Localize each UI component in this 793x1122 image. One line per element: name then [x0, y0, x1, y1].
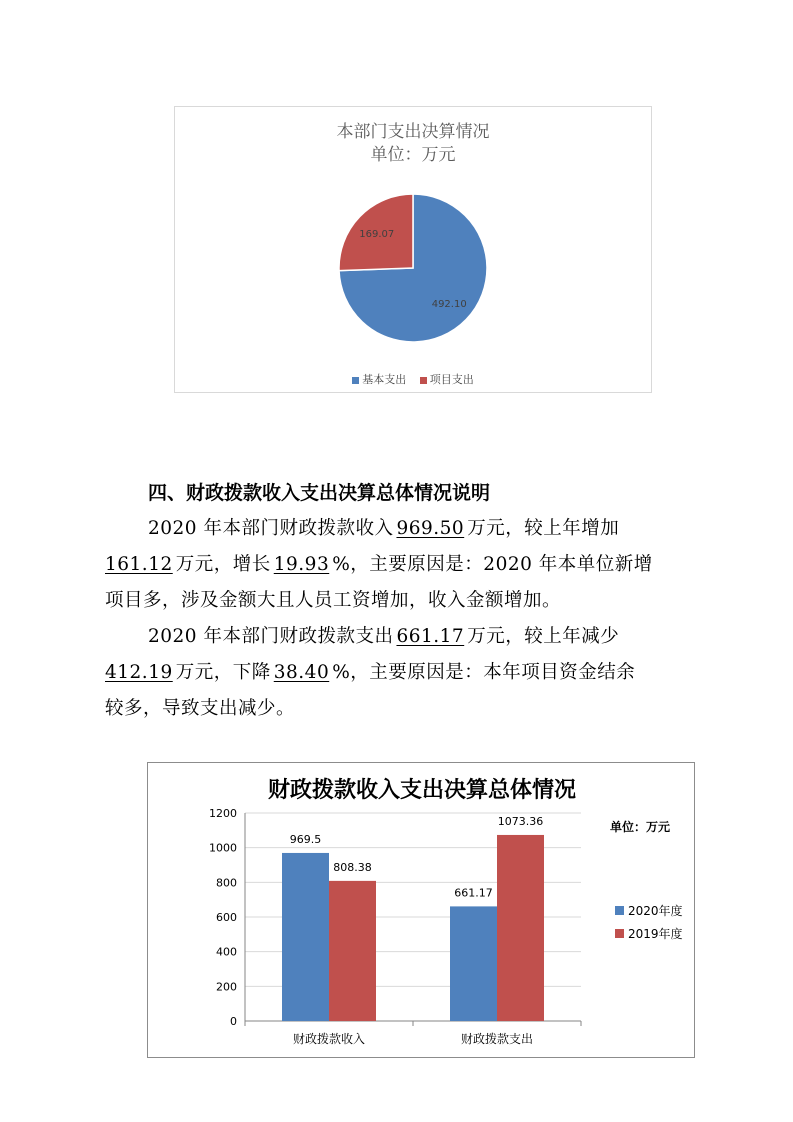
paragraph-2-line-1: [148, 622, 619, 652]
p1-text-a: 2020 年本部门财政拨款收入: [148, 518, 394, 539]
p2-text-c: 万元，下降: [175, 662, 271, 683]
pie-legend: [175, 371, 651, 387]
pie-chart-title: 本部门支出决算情况: [336, 122, 490, 142]
bar-chart: [148, 763, 694, 1057]
p2-expense-value: 661.17: [396, 626, 465, 647]
bar-data-label: 969.5: [289, 832, 322, 846]
bar-0-0: [282, 853, 329, 1021]
p2-text-d: %，主要原因是：本年项目资金结余: [332, 662, 636, 683]
p1-growth-rate: 19.93: [273, 554, 330, 575]
bar-chart-title: 财政拨款收入支出决算总体情况: [267, 778, 577, 803]
pie-data-label-project: 169.07: [359, 229, 395, 241]
y-tick-label: 200: [216, 980, 237, 994]
legend-swatch-1: [615, 929, 624, 938]
paragraph-2-line-2: [105, 658, 635, 688]
y-tick-label: 0: [230, 1015, 237, 1028]
paragraph-1-line-2: [105, 550, 653, 580]
y-tick-label: 1000: [209, 841, 237, 855]
p1-income-value: 969.50: [396, 518, 465, 539]
pie-chart-unit: 单位：万元: [370, 145, 456, 165]
paragraph-2-line-3: 较多，导致支出减少。: [105, 698, 296, 719]
p1-text-c: 万元，增长: [175, 554, 271, 575]
y-tick-label: 600: [216, 911, 237, 924]
bar-1-1: [497, 835, 544, 1021]
p2-decrease-value: 412.19: [105, 662, 173, 683]
bar-0-1: [329, 881, 376, 1021]
legend-label-project: 项目支出: [429, 373, 474, 386]
legend-swatch-basic: [352, 377, 359, 384]
legend-item-basic: [352, 373, 406, 386]
p1-text-d: %，主要原因是：2020 年本单位新增: [332, 554, 653, 575]
pie-chart-panel: [174, 106, 652, 393]
x-category-label: 财政拨款收入: [292, 1032, 366, 1046]
bar-chart-panel: [147, 762, 695, 1058]
p1-text-b: 万元，较上年增加: [467, 518, 620, 539]
section-heading: 四、财政拨款收入支出决算总体情况说明: [148, 482, 491, 504]
y-tick-label: 800: [216, 876, 237, 890]
legend-item-project: [420, 373, 474, 386]
p2-text-a: 2020 年本部门财政拨款支出: [148, 626, 394, 647]
legend-swatch-project: [420, 377, 427, 384]
paragraph-1-line-3: 项目多，涉及金额大且人员工资增加，收入金额增加。: [105, 590, 562, 611]
p1-increase-value: 161.12: [105, 554, 173, 575]
pie-data-label-basic: 492.10: [431, 298, 467, 310]
bar-1-0: [450, 906, 497, 1021]
p2-decline-rate: 38.40: [273, 662, 330, 683]
legend-label-1: 2019年度: [628, 927, 683, 941]
bar-data-label: 1073.36: [497, 814, 544, 828]
x-category-label: 财政拨款支出: [460, 1032, 534, 1046]
p2-text-b: 万元，较上年减少: [467, 626, 620, 647]
legend-label-0: 2020年度: [628, 904, 683, 918]
bar-chart-unit: 单位：万元: [610, 820, 671, 834]
y-tick-label: 400: [216, 945, 237, 959]
legend-swatch-0: [615, 906, 624, 915]
paragraph-1-line-1: [148, 514, 619, 544]
y-tick-label: 1200: [209, 807, 237, 820]
bar-data-label: 808.38: [333, 860, 372, 874]
legend-label-basic: 基本支出: [362, 373, 407, 386]
bar-data-label: 661.17: [454, 886, 493, 900]
pie-chart: [175, 107, 651, 392]
